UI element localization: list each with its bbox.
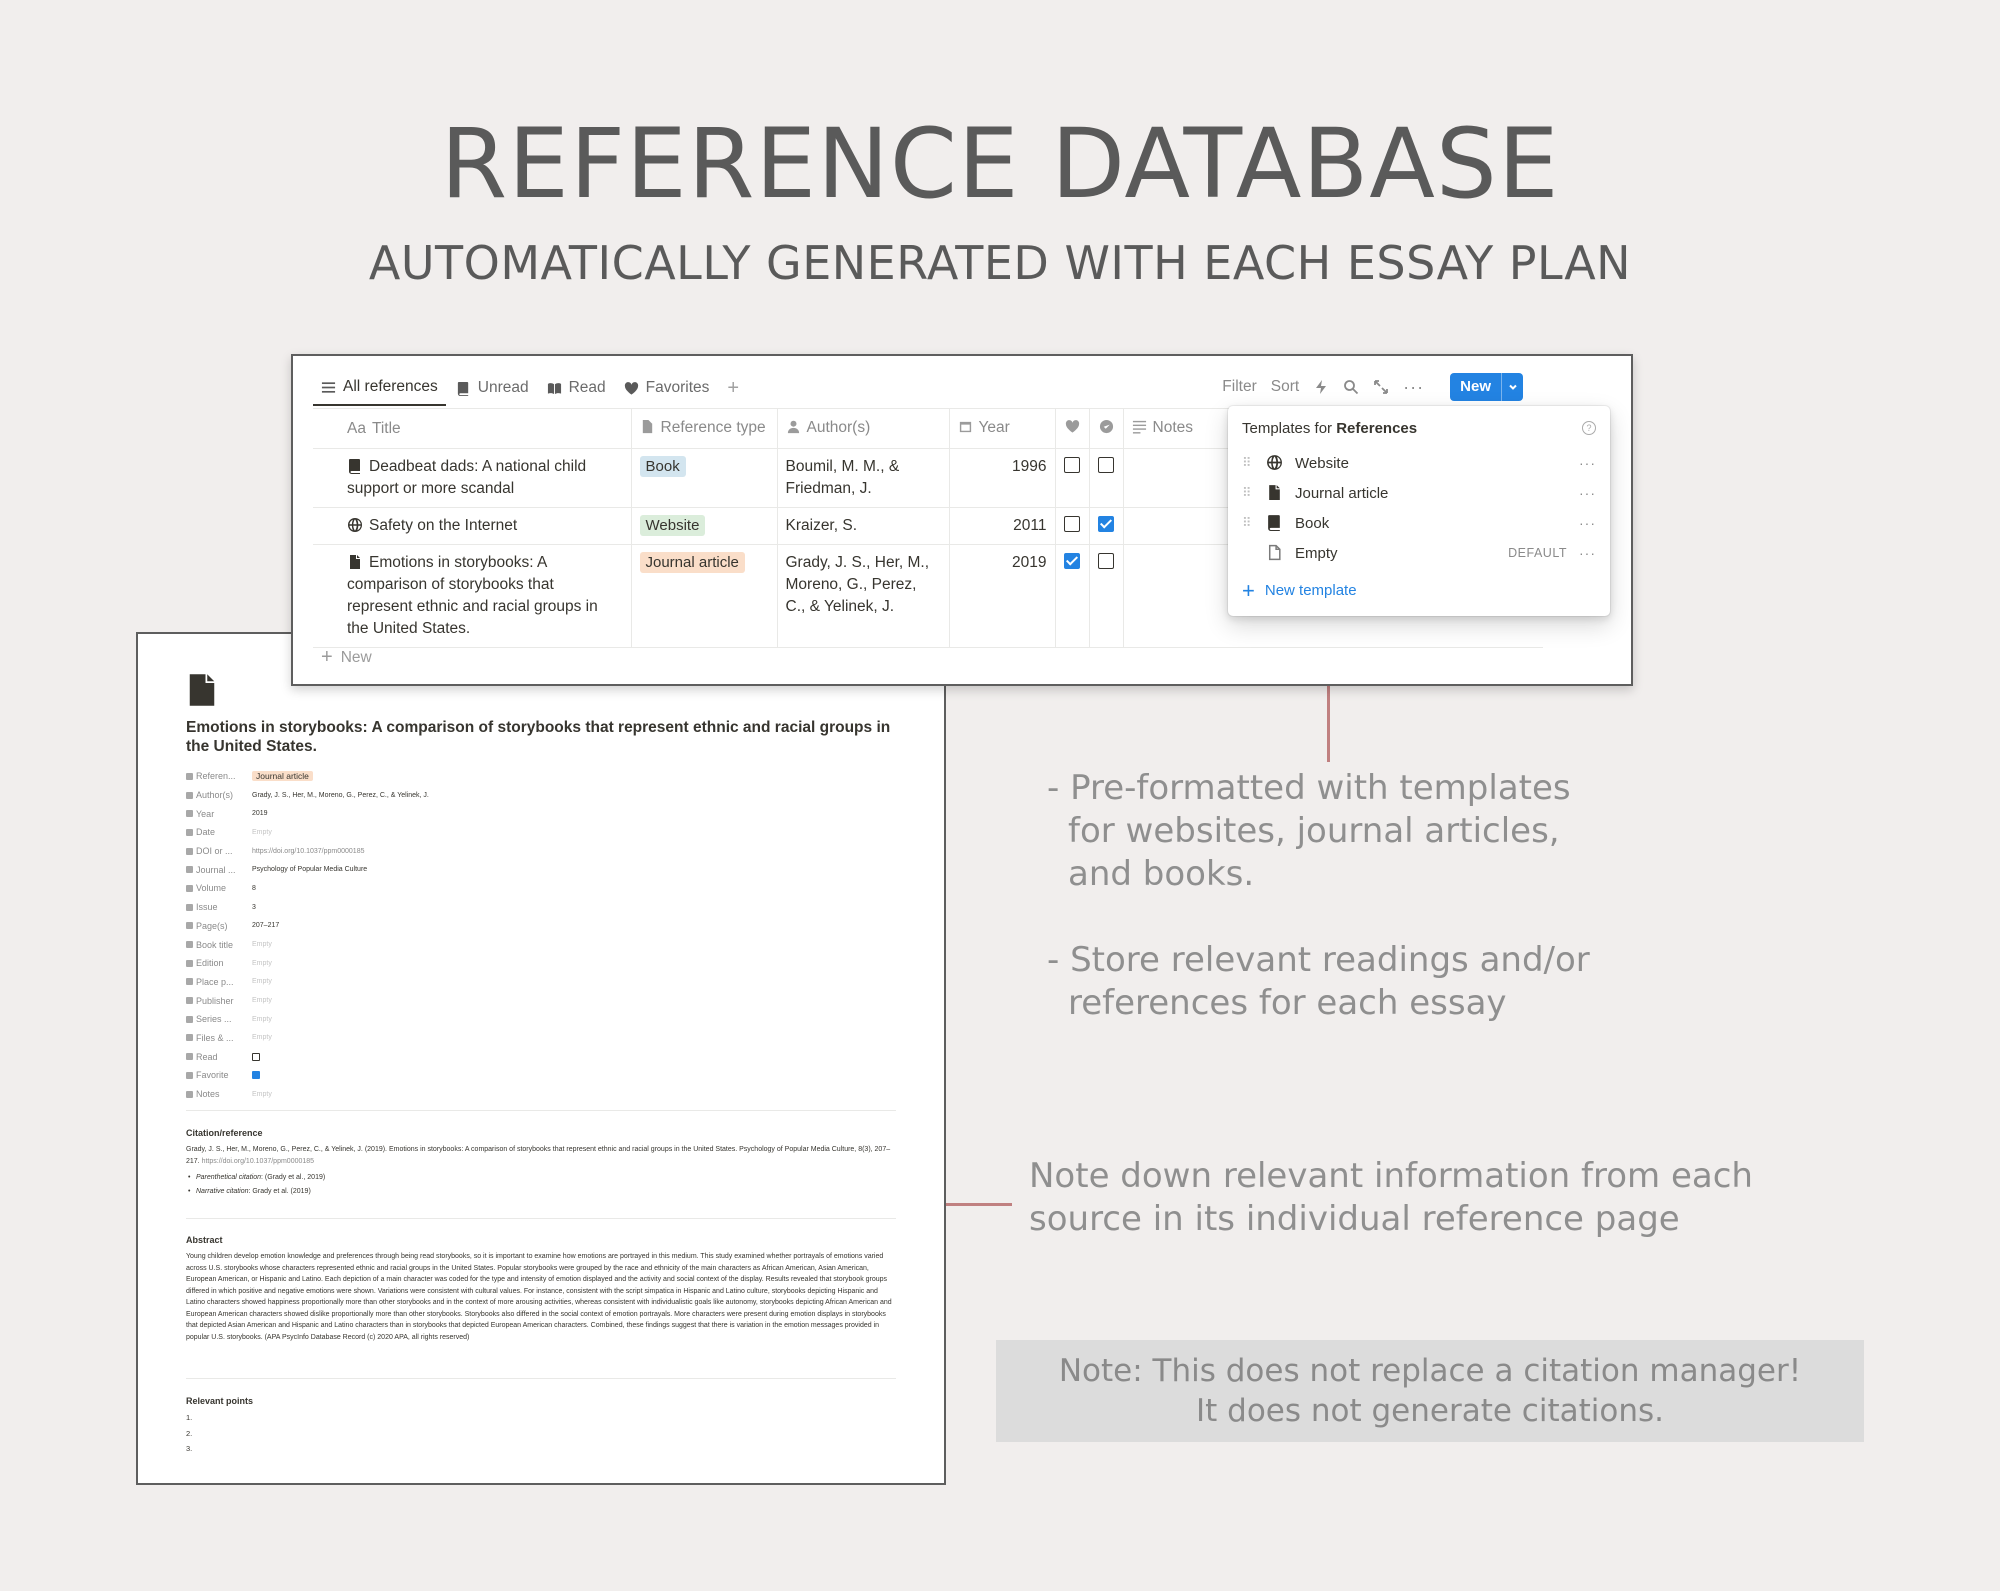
- heart-icon: [624, 381, 639, 396]
- lightning-icon[interactable]: [1313, 379, 1329, 395]
- property-row[interactable]: Favorite: [186, 1066, 429, 1085]
- add-view-icon[interactable]: +: [727, 376, 740, 399]
- column-title[interactable]: Aa Title: [313, 409, 631, 449]
- reference-type-tag[interactable]: Journal article: [640, 552, 745, 573]
- property-row[interactable]: Issue 3: [186, 898, 429, 917]
- text-type-icon: Aa: [347, 419, 366, 437]
- tab-label: Read: [568, 379, 606, 396]
- templates-dropdown: [1228, 406, 1610, 616]
- property-icon: [186, 1072, 193, 1079]
- property-icon: [186, 904, 193, 911]
- db-toolbar: [1222, 373, 1523, 401]
- reference-type-tag[interactable]: Website: [640, 515, 706, 536]
- templates-heading: Templates for References: [1242, 420, 1418, 437]
- column-authors[interactable]: Author(s): [777, 409, 949, 449]
- property-row[interactable]: Author(s) Grady, J. S., Her, M., Moreno, G., Perez, C., & Yelinek, J.: [186, 786, 429, 805]
- drag-handle-icon[interactable]: ⠿: [1242, 455, 1251, 470]
- more-options-icon[interactable]: ···: [1579, 545, 1596, 561]
- column-read[interactable]: [1089, 409, 1123, 449]
- plus-icon: +: [1242, 577, 1255, 603]
- check-circle-icon: [1099, 419, 1114, 439]
- abstract-text: Young children develop emotion knowledge and preferences through being read storybooks, so it is important to examine how emotions are portrayed in this medium. This study examined whether portrayals of emotions varied across U.S. storybooks whose characters represented ethnic and racial groups in the United States. Popular storybooks were grouped by the race and ethnicity of the main characters as African American, Asian American, European American, or Hispanic and Latino. Each depiction of a main character was coded for the type and intensity of emotion displayed and the activity and social context of the display. Results revealed that storybook groups differed in which positive and negative emotions were shown. Variations were consistent with cultural values. For instance, consistent with the script simpatica in Hispanic and Latino culture, storybooks depicting Hispanic and Latino characters showed happiness proportionally more than other storybooks and in the context of more arousing activities, whereas consistent with individualistic goals like autonomy, storybooks depicting African American and European American characters showed dislike proportionally more than other storybooks. Storybooks also differed in the social context of emotion portrayals. More characters were present during emotion displays in storybooks that depicted Asian American and Hispanic and Latino characters than in storybooks that depicted European American characters. Combined, these findings suggest that there is variation in the emotion messages provided in popular U.S. storybooks. (APA PsycInfo Database Record (c) 2020 APA, all rights reserved): [186, 1253, 892, 1341]
- more-options-icon[interactable]: ···: [1579, 515, 1596, 531]
- property-row[interactable]: Publisher Empty: [186, 991, 429, 1010]
- chevron-down-icon[interactable]: [1501, 373, 1523, 401]
- citation-text: Grady, J. S., Her, M., Moreno, G., Perez, C., & Yelinek, J. (2019). Emotions in storybooks: A comparison of storybooks that represent ethnic and racial groups in the United States. Psychology of Popular Media Culture, 8(3), 207–217. https://doi.org/10.1037/ppm0000185: [186, 1146, 891, 1165]
- tab-unread[interactable]: [448, 370, 537, 406]
- relevant-points-heading: Relevant points: [186, 1396, 254, 1406]
- favorite-checkbox[interactable]: [1064, 457, 1080, 473]
- column-reference-type[interactable]: Reference type: [631, 409, 777, 449]
- hero-subtitle: AUTOMATICALLY GENERATED WITH EACH ESSAY PLAN: [368, 236, 1632, 290]
- plus-icon: +: [321, 646, 333, 668]
- more-options-icon[interactable]: ···: [1579, 455, 1596, 471]
- property-icon: [186, 866, 193, 873]
- tab-read[interactable]: [539, 370, 614, 406]
- document-icon: [347, 554, 363, 570]
- property-row[interactable]: Date Empty: [186, 823, 429, 842]
- drag-handle-icon[interactable]: ⠿: [1242, 515, 1251, 530]
- property-row[interactable]: Referen... Journal article: [186, 767, 429, 786]
- property-icon: [186, 960, 193, 967]
- parenthetical-citation: • Parenthetical citation: (Grady et al., 2019): [196, 1174, 325, 1181]
- template-website[interactable]: ⠿ Website ···: [1242, 454, 1596, 472]
- divider: [186, 1110, 896, 1111]
- list-icon: [321, 380, 336, 395]
- more-options-icon[interactable]: ···: [1403, 376, 1425, 397]
- expand-icon[interactable]: [1373, 379, 1389, 395]
- property-row[interactable]: Series ... Empty: [186, 1010, 429, 1029]
- property-row[interactable]: Edition Empty: [186, 954, 429, 973]
- property-icon: [186, 792, 193, 799]
- page-title: Emotions in storybooks: A comparison of storybooks that represent ethnic and racial groups in the United States.: [186, 719, 891, 755]
- heart-icon: [1065, 419, 1080, 439]
- template-empty[interactable]: Empty DEFAULT ···: [1242, 540, 1596, 566]
- divider: [186, 1378, 896, 1379]
- help-icon[interactable]: ?: [1582, 421, 1596, 435]
- document-icon: [188, 674, 216, 711]
- column-favorite[interactable]: [1055, 409, 1089, 449]
- property-row[interactable]: Place p... Empty: [186, 973, 429, 992]
- property-icon: [186, 1091, 193, 1098]
- template-journal-article[interactable]: ⠿ Journal article ···: [1242, 484, 1596, 502]
- list-item[interactable]: 2.: [186, 1428, 193, 1438]
- property-icon: [186, 885, 193, 892]
- doi-link[interactable]: https://doi.org/10.1037/ppm0000185: [201, 1157, 315, 1165]
- property-row[interactable]: Year 2019: [186, 804, 429, 823]
- property-row[interactable]: Page(s) 207–217: [186, 917, 429, 936]
- list-item[interactable]: 3.: [186, 1444, 193, 1453]
- property-icon: [186, 978, 193, 985]
- row-authors[interactable]: Kraizer, S.: [777, 508, 949, 545]
- person-icon: [786, 419, 801, 439]
- read-checkbox[interactable]: [1098, 457, 1114, 473]
- globe-icon: [347, 517, 363, 533]
- more-options-icon[interactable]: ···: [1579, 485, 1596, 501]
- reference-page-preview: [136, 632, 946, 1485]
- book-open-icon: [547, 381, 562, 396]
- tab-favorites[interactable]: [616, 370, 718, 406]
- property-row[interactable]: Files & ... Empty: [186, 1029, 429, 1048]
- property-icon: [186, 1053, 193, 1060]
- row-year[interactable]: 2019: [949, 545, 1055, 648]
- document-icon: [1266, 484, 1295, 502]
- property-icon: [186, 922, 193, 929]
- reference-type-tag[interactable]: Book: [640, 456, 686, 477]
- read-checkbox[interactable]: [1098, 516, 1114, 532]
- book-closed-icon: [456, 381, 471, 396]
- property-icon: [186, 848, 193, 855]
- property-row[interactable]: Book title Empty: [186, 935, 429, 954]
- row-authors[interactable]: Grady, J. S., Her, M., Moreno, G., Perez, C., & Yelinek, J.: [777, 545, 949, 648]
- hero-title: REFERENCE DATABASE: [440, 108, 1560, 220]
- tab-label: Unread: [477, 379, 529, 396]
- sort-button[interactable]: Sort: [1270, 378, 1300, 395]
- narrative-citation: • Narrative citation: Grady et al. (2019): [196, 1188, 311, 1195]
- relevant-points-list: [186, 1410, 192, 1457]
- property-icon: [186, 1016, 193, 1023]
- row-authors[interactable]: Boumil, M. M., & Friedman, J.: [777, 449, 949, 508]
- list-item[interactable]: 1.: [186, 1413, 193, 1422]
- note-callout: Note down relevant information from each source in its individual reference page: [1029, 1156, 1753, 1239]
- property-row[interactable]: Volume 8: [186, 879, 429, 898]
- page-properties: [186, 767, 429, 1103]
- tab-label: All references: [343, 378, 438, 395]
- blank-page-icon: [1266, 544, 1295, 562]
- new-button[interactable]: [1450, 373, 1523, 401]
- filter-button[interactable]: Filter: [1222, 378, 1257, 395]
- column-year[interactable]: Year: [949, 409, 1055, 449]
- favorite-checkbox[interactable]: [1064, 516, 1080, 532]
- property-icon: [186, 941, 193, 948]
- globe-icon: [1266, 454, 1295, 472]
- row-year[interactable]: 1996: [949, 449, 1055, 508]
- tab-all-references[interactable]: [313, 370, 446, 406]
- read-checkbox[interactable]: [1098, 553, 1114, 569]
- favorite-checkbox[interactable]: [1064, 553, 1080, 569]
- book-icon: [347, 458, 363, 474]
- view-tabs: [313, 370, 747, 406]
- tab-label: Favorites: [645, 379, 710, 396]
- favorite-checkbox[interactable]: [252, 1071, 260, 1079]
- read-checkbox[interactable]: [252, 1053, 260, 1061]
- property-icon: [186, 997, 193, 1004]
- abstract-heading: Abstract: [186, 1235, 223, 1245]
- add-row-button[interactable]: + New: [321, 646, 372, 668]
- new-template-button[interactable]: + New template: [1242, 577, 1357, 603]
- template-book[interactable]: ⠿ Book ···: [1242, 514, 1596, 532]
- property-icon: [186, 1034, 193, 1041]
- citation-heading: Citation/reference: [186, 1128, 263, 1138]
- new-button-label: New: [1460, 378, 1491, 395]
- drag-handle-icon[interactable]: ⠿: [1242, 485, 1251, 500]
- column-notes[interactable]: Notes: [1123, 409, 1543, 449]
- default-badge: DEFAULT: [1508, 546, 1567, 560]
- divider: [186, 1218, 896, 1219]
- book-icon: [1266, 514, 1295, 532]
- calendar-icon: [958, 419, 973, 439]
- row-title[interactable]: Emotions in storybooks: A comparison of storybooks that represent ethnic and racial groups in the United States.: [347, 554, 598, 637]
- search-icon[interactable]: [1343, 379, 1359, 395]
- row-title[interactable]: Safety on the Internet: [369, 517, 518, 534]
- row-title[interactable]: Deadbeat dads: A national child support or more scandal: [347, 458, 587, 497]
- text-lines-icon: [1132, 419, 1147, 439]
- property-row[interactable]: Journal ... Psychology of Popular Media Culture: [186, 860, 429, 879]
- property-icon: [186, 829, 193, 836]
- templates-callout: - Pre-formatted with templates for websites, journal articles, and books.: [1047, 768, 1571, 894]
- row-year[interactable]: 2011: [949, 508, 1055, 545]
- property-row[interactable]: Read: [186, 1047, 429, 1066]
- store-callout: - Store relevant readings and/or references for each essay: [1047, 940, 1590, 1023]
- document-icon: [640, 419, 655, 439]
- property-icon: [186, 773, 193, 780]
- property-icon: [186, 810, 193, 817]
- property-row[interactable]: Notes Empty: [186, 1085, 429, 1104]
- property-row[interactable]: DOI or ... https://doi.org/10.1037/ppm0000185: [186, 842, 429, 861]
- disclaimer-box: Note: This does not replace a citation manager! It does not generate citations.: [996, 1340, 1864, 1442]
